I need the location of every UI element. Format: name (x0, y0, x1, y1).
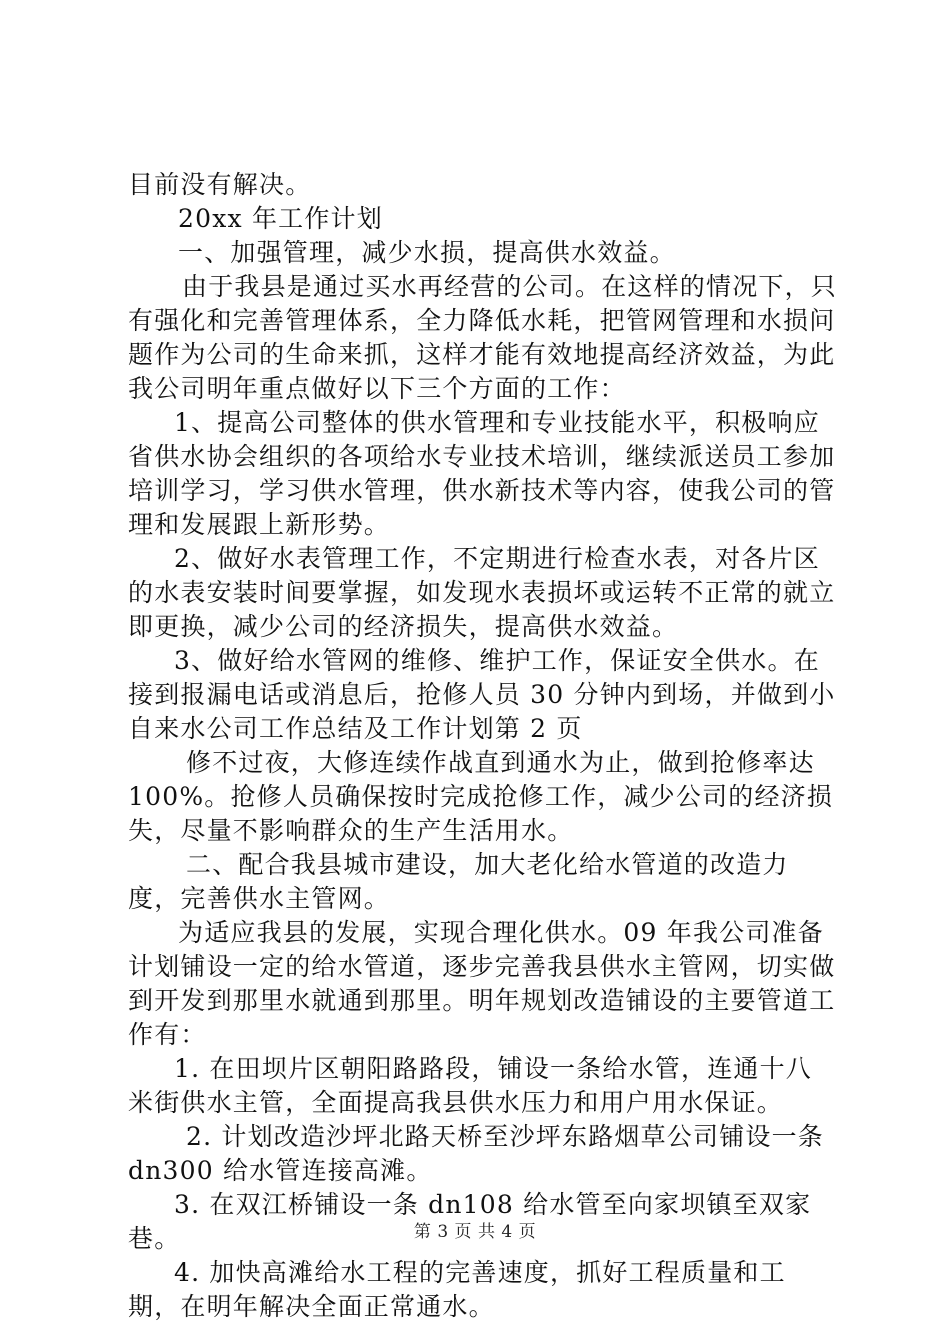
list-item-1: 1、提高公司整体的供水管理和专业技能水平，积极响应省供水协会组织的各项给水专业技术培训，继续派送员工参加培训学习，学习供水管理，供水新技术等内容，使我公司的管理和发展跟上新形势。 (128, 408, 836, 539)
list-item-2: 2、做好水表管理工作，不定期进行检查水表，对各片区的水表安装时间要掌握，如发现水表损坏或运转不正常的就立即更换，减少公司的经济损失，提高供水效益。 (128, 544, 836, 641)
plan-heading: 20xx 年工作计划 (178, 204, 383, 233)
pipeline-item-3: 3. 在双江桥铺设一条 dn108 给水管至向家坝镇至双家巷。 (128, 1190, 812, 1253)
paragraph-pipeline: 为适应我县的发展，实现合理化供水。09 年我公司准备计划铺设一定的给水管道，逐步完善我县供水主管网，切实做到开发到那里水就通到那里。明年规划改造铺设的主要管道工作有： (128, 918, 836, 1049)
list-item-3: 3、做好给水管网的维修、维护工作，保证安全供水。在接到报漏电话或消息后，抢修人员 30 分钟内到场，并做到小自来水公司工作总结及工作计划第 2 页 (128, 646, 836, 743)
paragraph-intro: 由于我县是通过买水再经营的公司。在这样的情况下，只有强化和完善管理体系，全力降低水耗，把管网管理和水损问题作为公司的生命来抓，这样才能有效地提高经济效益，为此我公司明年重点做好以下三个方面的工作： (128, 272, 838, 403)
document-body (128, 168, 838, 1324)
pipeline-item-1: 1. 在田坝片区朝阳路路段，铺设一条给水管，连通十八米街供水主管，全面提高我县供水压力和用户用水保证。 (128, 1054, 813, 1117)
page-number-footer: 第 3 页 共 4 页 (413, 1222, 537, 1242)
pipeline-item-2: 2. 计划改造沙坪北路天桥至沙坪东路烟草公司铺设一条 dn300 给水管连接高滩。 (128, 1122, 825, 1185)
pipeline-item-4: 4. 加快高滩给水工程的完善速度，抓好工程质量和工期，在明年解决全面正常通水。 (128, 1258, 786, 1321)
section-heading-1: 一、加强管理，减少水损，提高供水效益。 (178, 238, 676, 267)
paragraph-continuation: 目前没有解决。 (128, 170, 312, 199)
paragraph-repair: 修不过夜，大修连续作战直到通水为止，做到抢修率达 100%。抢修人员确保按时完成抢修工作，减少公司的经济损失，尽量不影响群众的生产生活用水。 (128, 748, 834, 845)
section-heading-2: 二、配合我县城市建设，加大老化给水管道的改造力度，完善供水主管网。 (128, 850, 789, 913)
